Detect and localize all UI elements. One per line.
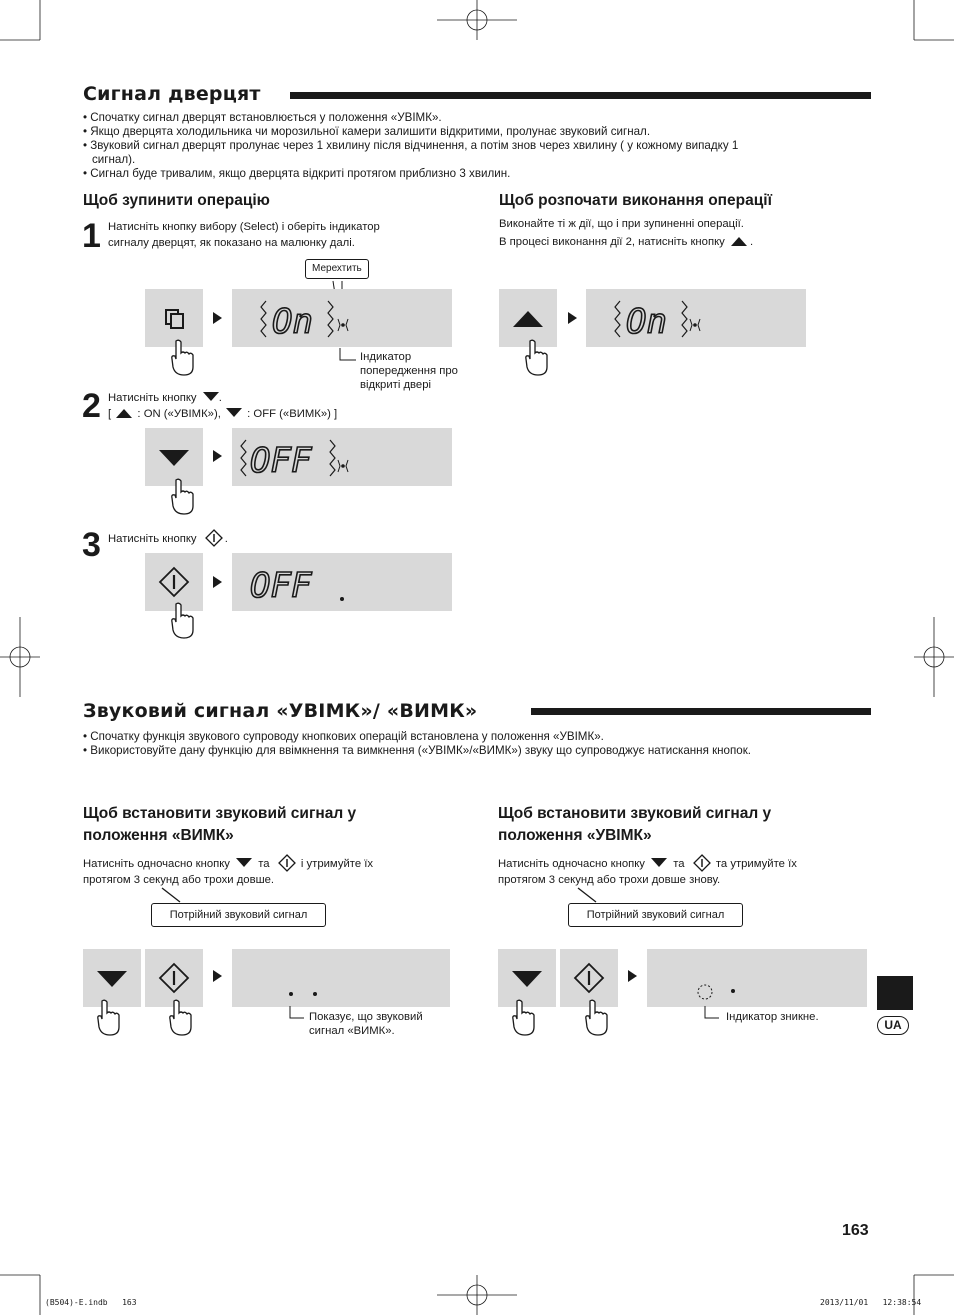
title-rule <box>531 708 871 715</box>
page-number: 163 <box>842 1222 869 1239</box>
key-sound-bullets <box>83 730 873 758</box>
step-number: 3 <box>82 526 101 564</box>
page-tab-marker <box>877 976 913 1010</box>
down-triangle-icon <box>203 392 219 402</box>
step2-text: Натисніть кнопку . [ : ON («УВІМК»), : OFF («ВИМК») ] <box>108 392 338 420</box>
triple-beep-bubble: Потрійний звуковий сигнал <box>568 903 743 927</box>
footer-file-info: (B504)-E.indb 163 <box>45 1298 137 1307</box>
display-off-blinking <box>232 428 452 486</box>
door-indicator-icon <box>338 460 348 472</box>
bullet-item: • Звуковий сигнал дверцят пролунає через 1 хвилину після відчинення, а потім знов через хвилину ( у кожному випадку 1 <box>83 139 739 152</box>
door-alarm-bullets <box>83 111 873 181</box>
down-triangle-icon <box>236 858 252 868</box>
door-indicator-icon <box>338 319 348 331</box>
down-triangle-icon <box>226 408 242 418</box>
arrow-right-icon <box>213 312 222 324</box>
indicator-caption: Індикатор попередження про відкриті двері <box>360 351 458 391</box>
display-on-resume <box>586 289 806 347</box>
arrow-right-icon <box>213 970 222 982</box>
bullet-item: сигнал). <box>92 153 136 166</box>
hand-icon <box>168 339 196 377</box>
up-triangle-icon <box>116 408 132 418</box>
stop-heading: Щоб зупинити операцію <box>83 192 270 209</box>
sound-on-leader <box>705 1006 721 1020</box>
status-dot <box>731 989 735 993</box>
lcd-off-readout <box>244 561 354 606</box>
hand-icon <box>166 999 194 1037</box>
display-off <box>232 553 452 611</box>
arrow-right-icon <box>568 312 577 324</box>
lcd-on-readout <box>612 297 712 342</box>
footer-timestamp: 2013/11/01 12:38:54 <box>820 1298 922 1307</box>
sound-indicator-dot <box>289 992 293 996</box>
hand-icon <box>509 999 537 1037</box>
bullet-item: • Спочатку сигнал дверцят встановлюється у положення «УВІМК». <box>83 111 442 124</box>
lcd-off-readout <box>238 436 358 481</box>
section-title-key-sound: Звуковий сигнал «УВІМК»/ «ВИМК» <box>83 700 478 722</box>
indicator-leader <box>340 348 360 362</box>
start-stop-icon <box>206 530 222 546</box>
bubble-tail <box>576 888 600 904</box>
bullet-item: • Сигнал буде тривалим, якщо дверцята відкриті протягом приблизно 3 хвилин. <box>83 167 511 180</box>
bubble-tail <box>160 888 184 904</box>
select-icon <box>165 309 185 329</box>
arrow-right-icon <box>213 450 222 462</box>
up-triangle-icon <box>731 236 747 246</box>
status-dot <box>313 992 317 996</box>
step-number: 1 <box>82 217 101 255</box>
down-triangle-icon <box>512 971 542 987</box>
triple-beep-bubble: Потрійний звуковий сигнал <box>151 903 326 927</box>
down-triangle-icon <box>97 971 127 987</box>
sound-on-text: Натисніть одночасно кнопку та та утримуйте їх протягом 3 секунд або трохи довше знову. <box>498 855 797 888</box>
up-triangle-icon <box>513 311 543 327</box>
title-rule <box>290 92 871 99</box>
lcd-text: On <box>626 302 667 342</box>
resume-heading: Щоб розпочати виконання операції <box>499 192 772 209</box>
bullet-item: • Спочатку функція звукового супроводу кнопкових операцій встановлена у положення «УВІМК». <box>83 730 604 743</box>
down-triangle-icon <box>159 450 189 466</box>
display-on <box>232 289 452 347</box>
lcd-on-readout <box>258 297 358 342</box>
bullet-item: • Якщо дверцята холодильника чи морозильної камери залишити відкритими, пролунає звуковий сигнал. <box>83 125 651 138</box>
step-number: 2 <box>82 387 101 425</box>
step1-text: Натисніть кнопку вибору (Select) і оберіть індикатор сигналу дверцят, як показано на малюнку далі. <box>108 221 380 249</box>
start-stop-icon <box>694 855 710 871</box>
sound-on-heading: Щоб встановити звуковий сигнал у положення «УВІМК» <box>498 805 772 844</box>
start-stop-icon <box>159 567 189 597</box>
dashed-indicator-icon <box>696 983 714 1001</box>
step3-text: Натисніть кнопку . <box>108 530 228 546</box>
lcd-text: On <box>272 302 313 342</box>
door-indicator-icon <box>690 319 700 331</box>
language-badge: UA <box>877 1016 909 1035</box>
down-triangle-icon <box>651 858 667 868</box>
lcd-text: OFF <box>250 566 312 606</box>
arrow-right-icon <box>213 576 222 588</box>
sound-off-caption: Показує, що звуковий сигнал «ВИМК». <box>309 1011 423 1037</box>
hand-icon <box>168 478 196 516</box>
start-stop-icon <box>574 963 604 993</box>
hand-icon <box>522 339 550 377</box>
hand-icon <box>168 602 196 640</box>
sound-off-text: Натисніть одночасно кнопку та і утримуйте їх протягом 3 секунд або трохи довше. <box>83 855 373 888</box>
lcd-text: OFF <box>250 441 312 481</box>
hand-icon <box>582 999 610 1037</box>
display-sound-on <box>647 949 867 1007</box>
bullet-item: • Використовуйте дану функцію для ввімкнення та вимкнення («УВІМК»/«ВИМК») звуку що супроводжує натискання кнопок. <box>83 744 752 757</box>
sound-off-heading: Щоб встановити звуковий сигнал у положення «ВИМК» <box>83 805 357 844</box>
display-sound-off <box>232 949 450 1007</box>
arrow-right-icon <box>628 970 637 982</box>
blink-label: Мерехтить <box>305 259 369 279</box>
hand-icon <box>94 999 122 1037</box>
sound-on-caption: Індикатор зникне. <box>726 1011 819 1023</box>
sound-off-leader <box>290 1006 306 1020</box>
section-title-door-alarm: Сигнал дверцят <box>83 83 261 105</box>
start-stop-icon <box>159 963 189 993</box>
start-stop-icon <box>279 855 295 871</box>
resume-text: Виконайте ті ж дії, що і при зупиненні операції. В процесі виконання дії 2, натисніть кнопку . <box>499 218 754 248</box>
